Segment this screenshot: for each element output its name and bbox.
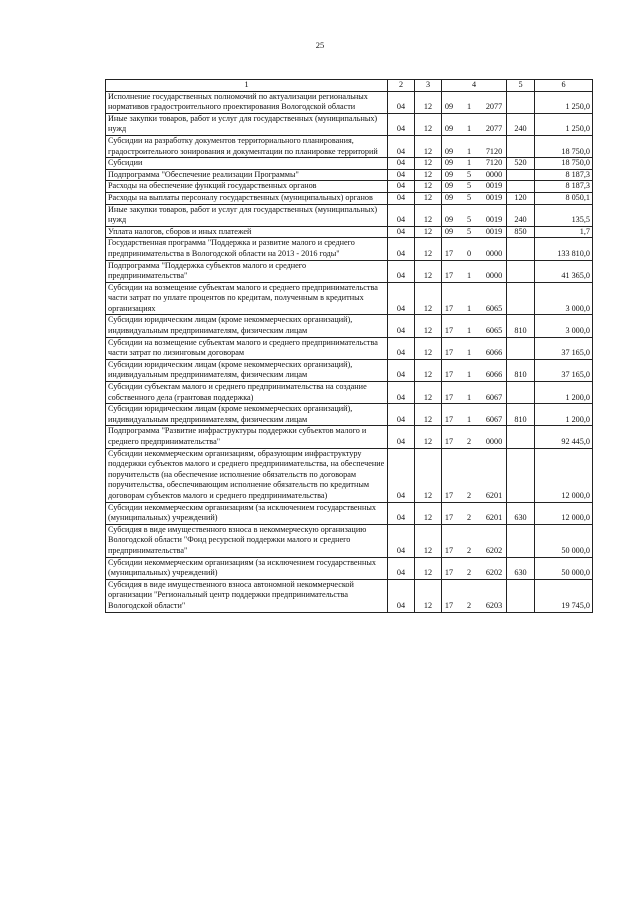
row-description: Субсидии некоммерческим организациям, образующим инфраструктуру поддержки субъектов малого и среднего предпринимательства, на обеспечение поручительств (на обеспечение исполнение обязательств по договорам поручительства, обеспечивающим исполнение обязательств по кредитным договорам субъектов малого и среднего предпринимательства) [106, 448, 388, 502]
target-article-code [442, 337, 507, 359]
article-code-part: 1 [466, 370, 472, 380]
amount: 41 365,0 [535, 260, 593, 282]
row-description: Субсидии юридическим лицам (кроме некоммерческих организаций), индивидуальным предпринимателям, физическим лицам [106, 359, 388, 381]
section-code: 04 [388, 502, 415, 524]
article-code-part: 09 [444, 102, 454, 112]
row-description: Подпрограмма "Поддержка субъектов малого и среднего предпринимательства" [106, 260, 388, 282]
amount: 8 187,3 [535, 181, 593, 193]
expense-type-code [507, 448, 535, 502]
row-description: Субсидии [106, 158, 388, 170]
section-code: 04 [388, 192, 415, 204]
expense-type-code [507, 282, 535, 315]
subsection-code: 12 [415, 337, 442, 359]
article-code-part: 0019 [485, 226, 503, 236]
table-row [106, 226, 593, 238]
expense-type-code: 630 [507, 557, 535, 579]
amount: 12 000,0 [535, 448, 593, 502]
row-description: Субсидия в виде имущественного взноса автономной некоммерческой организации "Региональный центр поддержки предпринимательства Вологодской области" [106, 579, 388, 612]
row-description: Исполнение государственных полномочий по актуализации региональных нормативов градостроительного проектирования Вологодской области [106, 91, 388, 113]
subsection-code: 12 [415, 238, 442, 260]
article-code-part: 09 [444, 226, 454, 236]
target-article-code [442, 204, 507, 226]
subsection-code: 12 [415, 448, 442, 502]
expense-type-code: 810 [507, 404, 535, 426]
subsection-code: 12 [415, 181, 442, 193]
article-code-part: 6202 [485, 568, 503, 578]
article-code-part: 1 [466, 392, 472, 402]
target-article-code [442, 169, 507, 181]
article-code-part: 0019 [485, 181, 503, 191]
target-article-code [442, 502, 507, 524]
section-code: 04 [388, 337, 415, 359]
article-code-part: 1 [466, 124, 472, 134]
article-code-part: 5 [466, 192, 472, 202]
expense-type-code [507, 337, 535, 359]
article-code-part: 7120 [485, 158, 503, 168]
column-header: 1 [106, 80, 388, 92]
target-article-code [442, 557, 507, 579]
expense-type-code: 630 [507, 502, 535, 524]
table-row [106, 192, 593, 204]
article-code-part: 0019 [485, 215, 503, 225]
table-row [106, 315, 593, 337]
row-description: Субсидии на разработку документов территориального планирования, градостроительного зонирования и документации по планировке территорий [106, 135, 388, 157]
article-code-part: 17 [444, 303, 454, 313]
target-article-code [442, 113, 507, 135]
section-code: 04 [388, 524, 415, 557]
table-row [106, 260, 593, 282]
section-code: 04 [388, 426, 415, 448]
subsection-code: 12 [415, 91, 442, 113]
row-description: Субсидии юридическим лицам (кроме некоммерческих организаций), индивидуальным предпринимателям, физическим лицам [106, 404, 388, 426]
article-code-part: 17 [444, 348, 454, 358]
subsection-code: 12 [415, 204, 442, 226]
section-code: 04 [388, 282, 415, 315]
target-article-code [442, 426, 507, 448]
table-row [106, 524, 593, 557]
section-code: 04 [388, 448, 415, 502]
article-code-part: 0000 [485, 437, 503, 446]
subsection-code: 12 [415, 502, 442, 524]
article-code-part: 2 [466, 490, 472, 500]
row-description: Субсидии субъектам малого и среднего предпринимательства на создание собственного дела (грантовая поддержка) [106, 382, 388, 404]
amount: 19 745,0 [535, 579, 593, 612]
expense-type-code [507, 238, 535, 260]
column-header: 6 [535, 80, 593, 92]
expense-type-code [507, 426, 535, 448]
table-row [106, 359, 593, 381]
amount: 37 165,0 [535, 359, 593, 381]
article-code-part: 17 [444, 248, 454, 258]
section-code: 04 [388, 260, 415, 282]
amount: 133 810,0 [535, 238, 593, 260]
article-code-part: 2 [466, 568, 472, 578]
column-header: 4 [442, 80, 507, 92]
target-article-code [442, 382, 507, 404]
article-code-part: 1 [466, 102, 472, 112]
article-code-part: 17 [444, 600, 454, 610]
row-description: Иные закупки товаров, работ и услуг для государственных (муниципальных) нужд [106, 204, 388, 226]
article-code-part: 5 [466, 215, 472, 225]
table-row [106, 238, 593, 260]
row-description: Подпрограмма "Обеспечение реализации Программы" [106, 169, 388, 181]
expense-type-code [507, 382, 535, 404]
article-code-part: 0019 [485, 192, 503, 202]
amount: 50 000,0 [535, 557, 593, 579]
article-code-part: 1 [466, 303, 472, 313]
expense-type-code: 810 [507, 359, 535, 381]
row-description: Иные закупки товаров, работ и услуг для государственных (муниципальных) нужд [106, 113, 388, 135]
article-code-part: 2 [466, 437, 472, 446]
amount: 12 000,0 [535, 502, 593, 524]
amount: 50 000,0 [535, 524, 593, 557]
table-row [106, 158, 593, 170]
article-code-part: 5 [466, 181, 472, 191]
target-article-code [442, 181, 507, 193]
article-code-part: 17 [444, 326, 454, 336]
table-row [106, 91, 593, 113]
target-article-code [442, 226, 507, 238]
target-article-code [442, 135, 507, 157]
article-code-part: 09 [444, 181, 454, 191]
article-code-part: 6201 [485, 513, 503, 523]
table-row [106, 404, 593, 426]
page-number: 25 [315, 40, 325, 50]
target-article-code [442, 91, 507, 113]
row-description: Государственная программа "Поддержка и развитие малого и среднего предпринимательства в Вологодской области на 2013 - 2016 годы" [106, 238, 388, 260]
target-article-code [442, 158, 507, 170]
article-code-part: 17 [444, 437, 454, 446]
article-code-part: 17 [444, 392, 454, 402]
section-code: 04 [388, 181, 415, 193]
subsection-code: 12 [415, 260, 442, 282]
article-code-part: 17 [444, 414, 454, 424]
column-header: 2 [388, 80, 415, 92]
subsection-code: 12 [415, 169, 442, 181]
target-article-code [442, 238, 507, 260]
expense-type-code [507, 260, 535, 282]
section-code: 04 [388, 315, 415, 337]
article-code-part: 1 [466, 414, 472, 424]
expense-type-code: 810 [507, 315, 535, 337]
row-description: Уплата налогов, сборов и иных платежей [106, 226, 388, 238]
target-article-code [442, 315, 507, 337]
section-code: 04 [388, 404, 415, 426]
section-code: 04 [388, 557, 415, 579]
section-code: 04 [388, 204, 415, 226]
article-code-part: 0000 [485, 248, 503, 258]
subsection-code: 12 [415, 315, 442, 337]
table-row [106, 382, 593, 404]
expense-type-code: 240 [507, 113, 535, 135]
target-article-code [442, 404, 507, 426]
article-code-part: 0000 [485, 271, 503, 281]
article-code-part: 1 [466, 146, 472, 156]
amount: 1 200,0 [535, 382, 593, 404]
subsection-code: 12 [415, 226, 442, 238]
amount: 92 445,0 [535, 426, 593, 448]
header-row [106, 80, 593, 92]
table-row [106, 448, 593, 502]
article-code-part: 2077 [485, 102, 503, 112]
section-code: 04 [388, 359, 415, 381]
expense-type-code: 240 [507, 204, 535, 226]
section-code: 04 [388, 238, 415, 260]
article-code-part: 09 [444, 158, 454, 168]
expense-type-code [507, 524, 535, 557]
subsection-code: 12 [415, 282, 442, 315]
amount: 1 250,0 [535, 91, 593, 113]
article-code-part: 6067 [485, 414, 503, 424]
target-article-code [442, 192, 507, 204]
section-code: 04 [388, 158, 415, 170]
article-code-part: 2 [466, 600, 472, 610]
article-code-part: 1 [466, 348, 472, 358]
article-code-part: 1 [466, 271, 472, 281]
amount: 18 750,0 [535, 158, 593, 170]
expense-type-code: 850 [507, 226, 535, 238]
amount: 1,7 [535, 226, 593, 238]
article-code-part: 17 [444, 490, 454, 500]
target-article-code [442, 579, 507, 612]
article-code-part: 6203 [485, 600, 503, 610]
target-article-code [442, 448, 507, 502]
article-code-part: 09 [444, 192, 454, 202]
table-row [106, 204, 593, 226]
article-code-part: 1 [466, 326, 472, 336]
article-code-part: 6065 [485, 303, 503, 313]
expense-type-code: 520 [507, 158, 535, 170]
article-code-part: 17 [444, 271, 454, 281]
table-row [106, 502, 593, 524]
expense-type-code [507, 579, 535, 612]
table-row [106, 337, 593, 359]
section-code: 04 [388, 91, 415, 113]
subsection-code: 12 [415, 113, 442, 135]
article-code-part: 6065 [485, 326, 503, 336]
target-article-code [442, 260, 507, 282]
subsection-code: 12 [415, 404, 442, 426]
amount: 3 000,0 [535, 282, 593, 315]
row-description: Субсидии некоммерческим организациям (за исключением государственных (муниципальных) учреждений) [106, 557, 388, 579]
expense-type-code [507, 135, 535, 157]
section-code: 04 [388, 579, 415, 612]
subsection-code: 12 [415, 557, 442, 579]
row-description: Субсидии юридическим лицам (кроме некоммерческих организаций), индивидуальным предпринимателям, физическим лицам [106, 315, 388, 337]
amount: 8 050,1 [535, 192, 593, 204]
row-description: Подпрограмма "Развитие инфраструктуры поддержки субъектов малого и среднего предпринимательства" [106, 426, 388, 448]
section-code: 04 [388, 169, 415, 181]
article-code-part: 17 [444, 370, 454, 380]
expense-type-code [507, 181, 535, 193]
subsection-code: 12 [415, 359, 442, 381]
article-code-part: 09 [444, 124, 454, 134]
article-code-part: 17 [444, 568, 454, 578]
amount: 37 165,0 [535, 337, 593, 359]
subsection-code: 12 [415, 524, 442, 557]
row-description: Субсидии на возмещение субъектам малого и среднего предпринимательства части затрат по лизинговым договорам [106, 337, 388, 359]
budget-table [105, 79, 593, 613]
table-row [106, 426, 593, 448]
expense-type-code [507, 169, 535, 181]
target-article-code [442, 359, 507, 381]
article-code-part: 09 [444, 215, 454, 225]
article-code-part: 09 [444, 146, 454, 156]
article-code-part: 17 [444, 513, 454, 523]
amount: 135,5 [535, 204, 593, 226]
row-description: Субсидии некоммерческим организациям (за исключением государственных (муниципальных) учреждений) [106, 502, 388, 524]
article-code-part: 09 [444, 169, 454, 179]
subsection-code: 12 [415, 579, 442, 612]
amount: 1 200,0 [535, 404, 593, 426]
target-article-code [442, 524, 507, 557]
article-code-part: 2 [466, 513, 472, 523]
section-code: 04 [388, 226, 415, 238]
table-row [106, 579, 593, 612]
target-article-code [442, 282, 507, 315]
article-code-part: 6066 [485, 370, 503, 380]
table-row [106, 135, 593, 157]
expense-type-code: 120 [507, 192, 535, 204]
subsection-code: 12 [415, 426, 442, 448]
subsection-code: 12 [415, 382, 442, 404]
article-code-part: 5 [466, 226, 472, 236]
table-row [106, 557, 593, 579]
article-code-part: 2 [466, 545, 472, 555]
section-code: 04 [388, 113, 415, 135]
article-code-part: 17 [444, 545, 454, 555]
amount: 1 250,0 [535, 113, 593, 135]
column-header: 3 [415, 80, 442, 92]
article-code-part: 0 [466, 248, 472, 258]
article-code-part: 7120 [485, 146, 503, 156]
amount: 8 187,3 [535, 169, 593, 181]
subsection-code: 12 [415, 135, 442, 157]
article-code-part: 1 [466, 158, 472, 168]
article-code-part: 0000 [485, 169, 503, 179]
article-code-part: 6202 [485, 545, 503, 555]
table-row [106, 282, 593, 315]
article-code-part: 6201 [485, 490, 503, 500]
article-code-part: 2077 [485, 124, 503, 134]
amount: 3 000,0 [535, 315, 593, 337]
amount: 18 750,0 [535, 135, 593, 157]
article-code-part: 6066 [485, 348, 503, 358]
table-row [106, 113, 593, 135]
section-code: 04 [388, 382, 415, 404]
row-description: Субсидии на возмещение субъектам малого и среднего предпринимательства части затрат по уплате процентов по кредитам, полученным в кредитных организациях [106, 282, 388, 315]
expense-type-code [507, 91, 535, 113]
subsection-code: 12 [415, 192, 442, 204]
row-description: Расходы на выплаты персоналу государственных (муниципальных) органов [106, 192, 388, 204]
subsection-code: 12 [415, 158, 442, 170]
article-code-part: 5 [466, 169, 472, 179]
table-row [106, 181, 593, 193]
table-row [106, 169, 593, 181]
row-description: Расходы на обеспечение функций государственных органов [106, 181, 388, 193]
row-description: Субсидия в виде имущественного взноса в некоммерческую организацию Вологодской области "Фонд ресурсной поддержки малого и среднего предпринимательства" [106, 524, 388, 557]
column-header: 5 [507, 80, 535, 92]
article-code-part: 6067 [485, 392, 503, 402]
section-code: 04 [388, 135, 415, 157]
